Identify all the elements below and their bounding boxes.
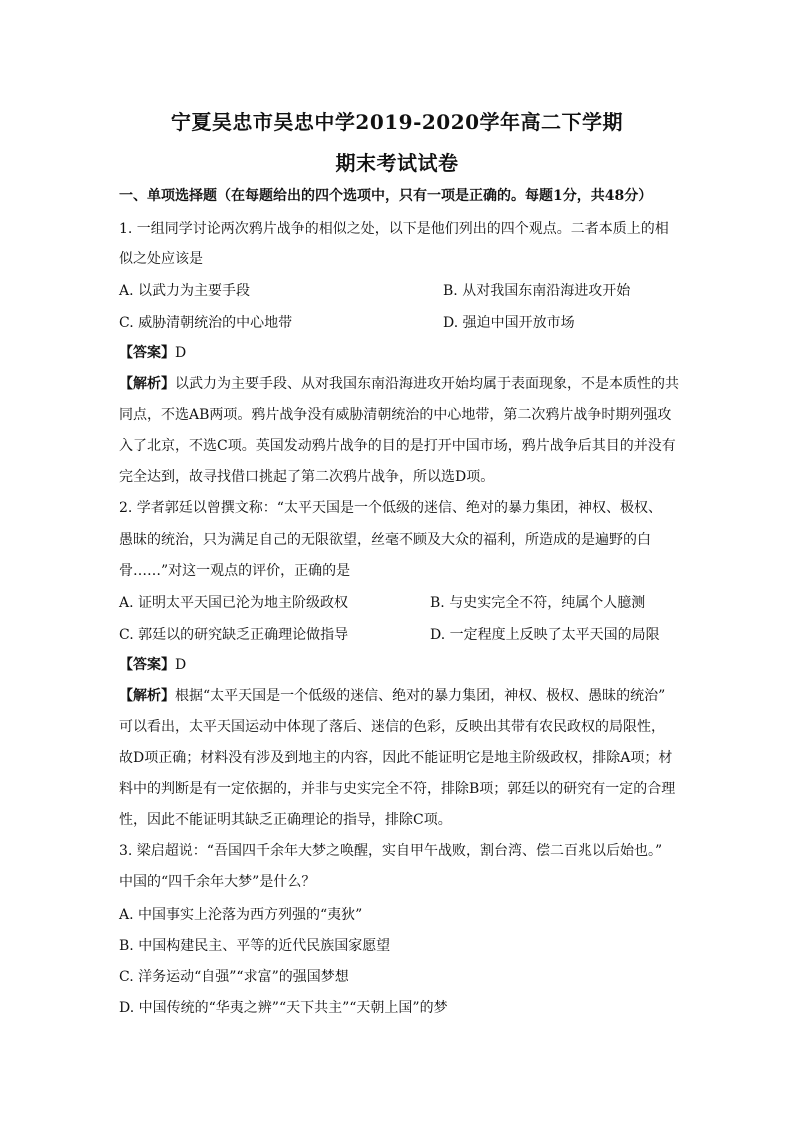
analysis-tag: 【解析】 bbox=[119, 688, 175, 704]
q1-analysis-line1 bbox=[119, 374, 679, 394]
q1-option-a: A. 以武力为主要手段 bbox=[119, 283, 251, 299]
q2-analysis-line2: 可以看出，太平天国运动中体现了落后、迷信的色彩，反映出其带有农民政权的局限性， bbox=[119, 719, 665, 735]
answer-value: D bbox=[175, 345, 187, 361]
analysis-text: 根据“太平天国是一个低级的迷信、绝对的暴力集团，神权、极权、愚昧的统治” bbox=[175, 688, 666, 704]
q3-option-c: C. 洋务运动“自强”“求富”的强国梦想 bbox=[119, 969, 349, 985]
q3-option-a: A. 中国事实上沦落为西方列强的“夷狄” bbox=[119, 907, 363, 923]
q1-stem-line1: 1. 一组同学讨论两次鸦片战争的相似之处，以下是他们列出的四个观点。二者本质上的相 bbox=[119, 221, 669, 237]
q2-stem-line1: 2. 学者郭廷以曾撰文称：“太平天国是一个低级的迷信、绝对的暴力集团，神权、极权、 bbox=[119, 500, 662, 516]
q2-stem-line2: 愚昧的统治，只为满足自己的无限欲望，丝毫不顾及大众的福利，所造成的是遍野的白 bbox=[119, 532, 651, 548]
q2-option-d: D. 一定程度上反映了太平天国的局限 bbox=[430, 627, 660, 643]
q1-stem-line2: 似之处应该是 bbox=[119, 251, 203, 267]
section-heading: 一、单项选择题（在每题给出的四个选项中，只有一项是正确的。每题1分，共48分） bbox=[119, 188, 653, 204]
q3-option-b: B. 中国构建民主、平等的近代民族国家愿望 bbox=[119, 938, 391, 954]
q1-option-d: D. 强迫中国开放市场 bbox=[443, 315, 575, 331]
q1-option-c: C. 威胁清朝统治的中心地带 bbox=[119, 315, 293, 331]
analysis-tag: 【解析】 bbox=[119, 376, 175, 392]
q1-analysis-line2: 同点，不选AB两项。鸦片战争没有威胁清朝统治的中心地带，第二次鸦片战争时期列强攻 bbox=[119, 407, 672, 423]
q2-analysis-line4: 料中的判断是有一定依据的，并非与史实完全不符，排除B项；郭廷以的研究有一定的合理 bbox=[119, 781, 676, 797]
q2-stem-line3: 骨……”对这一观点的评价，正确的是 bbox=[119, 563, 351, 579]
answer-tag: 【答案】 bbox=[119, 657, 175, 673]
answer-tag: 【答案】 bbox=[119, 345, 175, 361]
q2-option-b: B. 与史实完全不符，纯属个人臆测 bbox=[430, 595, 646, 611]
q1-answer bbox=[119, 343, 679, 363]
q2-option-c: C. 郭廷以的研究缺乏正确理论做指导 bbox=[119, 627, 349, 643]
q1-analysis-line4: 完全达到，故寻找借口挑起了第二次鸦片战争，所以选D项。 bbox=[119, 469, 495, 485]
q2-analysis-line1 bbox=[119, 686, 679, 706]
q2-analysis-line3: 故D项正确；材料没有涉及到地主的内容，因此不能证明它是地主阶级政权，排除A项；材 bbox=[119, 750, 673, 766]
q2-option-a: A. 证明太平天国已沦为地主阶级政权 bbox=[119, 595, 349, 611]
answer-value: D bbox=[175, 657, 187, 673]
q3-option-d: D. 中国传统的“华夷之辨”“天下共主”“天朝上国”的梦 bbox=[119, 1000, 448, 1016]
page-subtitle: 期末考试试卷 bbox=[335, 151, 459, 175]
q1-option-b: B. 从对我国东南沿海进攻开始 bbox=[443, 283, 631, 299]
q1-analysis-line3: 入了北京，不选C项。英国发动鸦片战争的目的是打开中国市场，鸦片战争后其目的并没有 bbox=[119, 438, 676, 454]
analysis-text: 以武力为主要手段、从对我国东南沿海进攻开始均属于表面现象，不是本质性的共 bbox=[175, 376, 679, 392]
q3-stem-line2: 中国的“四千余年大梦”是什么？ bbox=[119, 874, 316, 890]
page-title: 宁夏吴忠市吴忠中学2019-2020学年高二下学期 bbox=[170, 110, 624, 134]
q2-answer bbox=[119, 655, 679, 675]
q3-stem-line1: 3. 梁启超说：“吾国四千余年大梦之唤醒，实自甲午战败，割台湾、偿二百兆以后始也。” bbox=[119, 843, 663, 859]
q2-analysis-line5: 性，因此不能证明其缺乏正确理论的指导，排除C项。 bbox=[119, 812, 452, 828]
